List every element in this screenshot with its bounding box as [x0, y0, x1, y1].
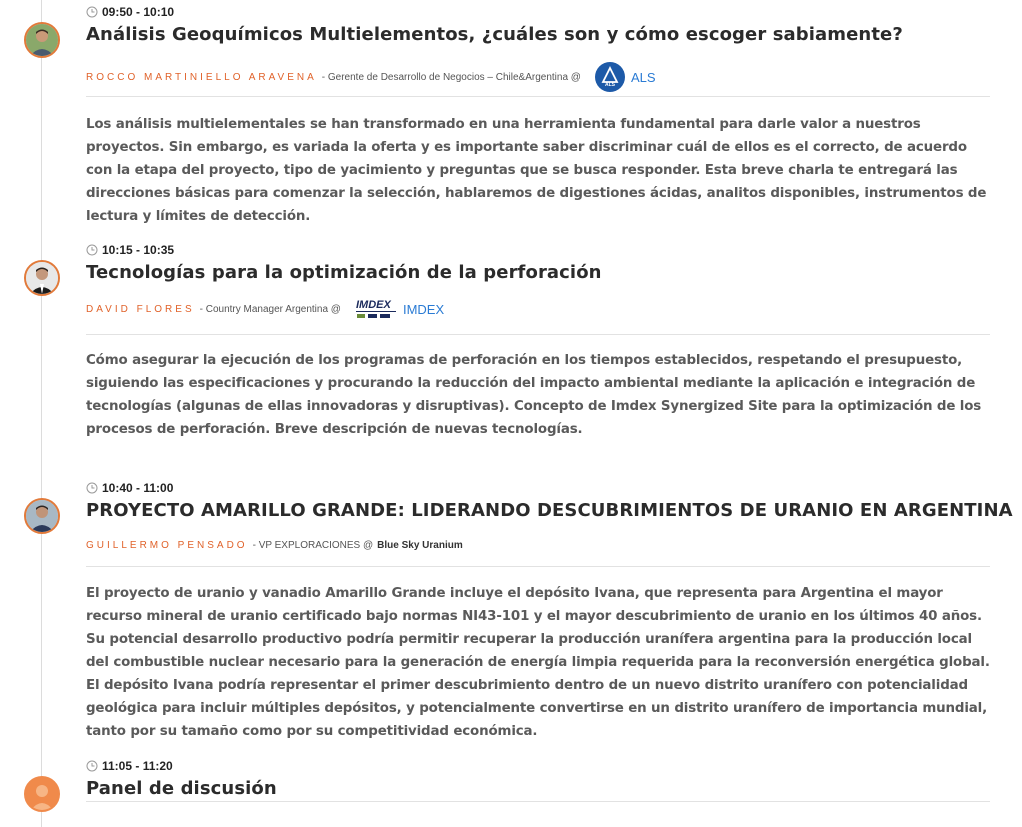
speaker-row [86, 530, 463, 560]
user-placeholder-icon [26, 778, 58, 810]
speaker-row [86, 294, 444, 324]
speaker-name[interactable]: GUILLERMO PENSADO [86, 539, 248, 551]
session-description: El proyecto de uranio y vanadio Amarillo Grande incluye el depósito Ivana, que representa para Argentina el mayor recurso mineral de uranio certificado bajo normas NI43-101 y el mayor descubrimiento de uranio en los últimos 40 años. Su potencial desarrollo productivo podría permitir recuperar la producción uranífera argentina para la producción local del combustible nuclear necesario para la generación de energía limpia requerida para la reconversión energética global. El depósito Ivana podría representar el primer descubrimiento dentro de un nuevo distrito uranífero con potencialidad geológica para incluir múltiples depósitos, y potencialmente convertirse en un distrito uranífero de importancia mundial, tanto por su tamaño como por su competitividad económica. [86, 586, 990, 739]
session-title: PROYECTO AMARILLO GRANDE: LIDERANDO DESCUBRIMIENTOS DE URANIO EN ARGENTINA [86, 500, 1013, 521]
company-link[interactable]: ALS [630, 69, 656, 85]
time-range: 10:40 - 11:00 [102, 481, 174, 495]
time-range: 11:05 - 11:20 [102, 759, 173, 773]
speaker-name[interactable]: ROCCO MARTINIELLO ARAVENA [86, 71, 317, 83]
time-range: 10:15 - 10:35 [102, 243, 175, 257]
speaker-avatar [24, 776, 60, 812]
speaker-avatar [24, 498, 60, 534]
timeline-line [41, 0, 42, 827]
clock-icon [86, 760, 98, 772]
company-link[interactable]: IMDEX [402, 301, 445, 317]
time-range: 09:50 - 10:10 [102, 5, 175, 19]
divider [86, 566, 990, 567]
session-time [86, 4, 174, 20]
imdex-logo [355, 297, 397, 321]
speaker-name[interactable]: DAVID FLORES [86, 303, 195, 315]
session-description: Cómo asegurar la ejecución de los programas de perforación en los tiempos establecidos, respetando el presupuesto, siguiendo las especificaciones y procurando la reducción del impacto ambiental mediante la aplicación e integración de tecnologías (algunas de ellas innovadoras y disruptivas). Concepto de Imdex Synergized Site para la optimización de los procesos de perforación. Breve descripción de nuevas tecnologías. [86, 353, 982, 437]
clock-icon [86, 244, 98, 256]
session-title: Panel de discusión [86, 778, 277, 799]
speaker-avatar [24, 260, 60, 296]
svg-text:IMDEX: IMDEX [355, 299, 391, 311]
session-description: Los análisis multielementales se han transformado en una herramienta fundamental para darle valor a nuestros proyectos. Sin embargo, es variada la oferta y es importante saber discriminar cuál de ellos es el correcto, de acuerdo con la etapa del proyecto, tipo de yacimiento y preguntas que se busca responder. Esta breve charla te entregará las direcciones básicas para comenzar la selección, hablaremos de digestiones ácidas, analitos disponibles, instrumentos de lectura y límites de detección. [86, 117, 987, 224]
clock-icon [86, 482, 98, 494]
als-logo [595, 62, 625, 92]
divider [86, 96, 990, 97]
session-title: Análisis Geoquímicos Multielementos, ¿cuáles son y cómo escoger sabiamente? [86, 24, 903, 45]
session-title: Tecnologías para la optimización de la perforación [86, 262, 602, 283]
session-time [86, 242, 174, 258]
svg-text:ALS: ALS [604, 82, 615, 88]
speaker-row [86, 62, 656, 92]
speaker-role: - Country Manager Argentina @ [199, 303, 341, 315]
speaker-avatar [24, 22, 60, 58]
session-time [86, 758, 173, 774]
divider [86, 801, 990, 802]
speaker-role: - Gerente de Desarrollo de Negocios – Chile&Argentina @ [321, 71, 581, 83]
speaker-role: - VP EXPLORACIONES @ [252, 539, 374, 551]
company-name: Blue Sky Uranium [377, 539, 463, 551]
session-time [86, 480, 173, 496]
clock-icon [86, 6, 98, 18]
divider [86, 334, 990, 335]
